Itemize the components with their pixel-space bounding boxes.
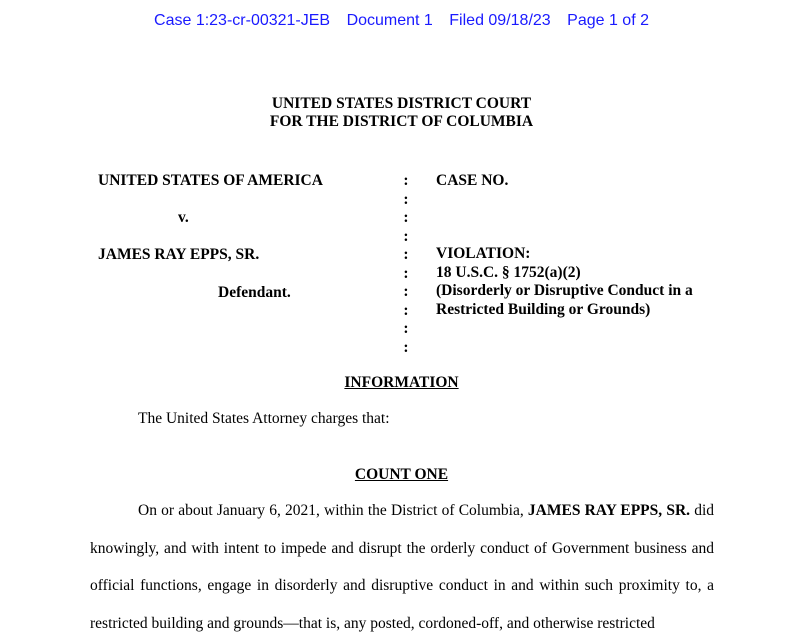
- colon: :: [403, 227, 409, 245]
- paragraph-defendant-name: JAMES RAY EPPS, SR.: [527, 502, 691, 519]
- violation-label: VIOLATION:: [436, 245, 531, 262]
- charge-description-line-2: Restricted Building or Grounds): [436, 300, 651, 318]
- plaintiff-name: UNITED STATES OF AMERICA: [98, 172, 323, 189]
- court-name: UNITED STATES DISTRICT COURT: [271, 95, 532, 112]
- filed-date-stamp: Filed 09/18/23: [449, 12, 551, 29]
- court-district: FOR THE DISTRICT OF COLUMBIA: [269, 113, 534, 130]
- colon: :: [403, 283, 409, 300]
- information-intro: The United States Attorney charges that:: [138, 410, 390, 427]
- violation-block: [436, 245, 693, 319]
- count-one-paragraph: [90, 492, 714, 636]
- information-heading: INFORMATION: [344, 374, 459, 391]
- colon: :: [403, 320, 409, 337]
- paragraph-text-start: On or about January 6, 2021, within the District of Columbia,: [138, 502, 528, 519]
- count-one-heading: COUNT ONE: [354, 466, 449, 483]
- colon: :: [403, 209, 409, 226]
- page-count-stamp: Page 1 of 2: [567, 12, 649, 29]
- defendant-name: JAMES RAY EPPS, SR.: [98, 246, 260, 263]
- caption-colon-column: [400, 172, 412, 357]
- court-heading: [0, 95, 803, 131]
- charge-description-line-1: (Disorderly or Disruptive Conduct in a: [436, 282, 693, 299]
- case-no-label: CASE NO.: [436, 172, 509, 189]
- colon: :: [403, 264, 409, 282]
- statute-citation: 18 U.S.C. § 1752(a)(2): [436, 263, 581, 281]
- colon: :: [403, 172, 409, 189]
- paragraph-text-rest: did knowingly, and with intent to impede and disrupt the orderly conduct of Government business and official functions, engage in disorderly and disruptive conduct in and within such proximity to, a restricted building and grounds—that is, any posted, cordoned-off, and otherwise restricted: [90, 502, 714, 632]
- ecf-header-stamp: [0, 12, 803, 30]
- colon: :: [403, 338, 409, 356]
- colon: :: [403, 190, 409, 208]
- versus-label: v.: [178, 209, 189, 226]
- colon: :: [403, 246, 409, 263]
- colon: :: [403, 301, 409, 319]
- document-number-stamp: Document 1: [346, 12, 433, 29]
- case-number-stamp: Case 1:23-cr-00321-JEB: [154, 12, 331, 29]
- defendant-label: Defendant.: [218, 284, 291, 301]
